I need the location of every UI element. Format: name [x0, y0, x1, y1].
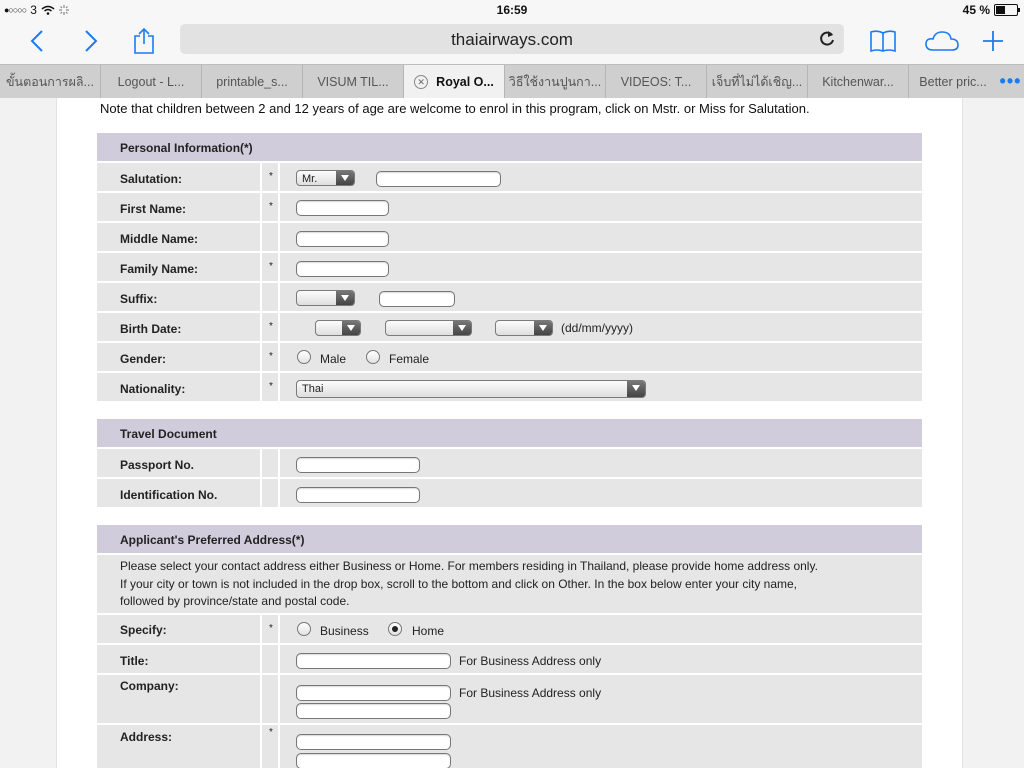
gender-male-label[interactable]: Male	[320, 352, 347, 366]
company-label: Company:	[120, 678, 179, 693]
book-icon	[869, 29, 897, 53]
chevron-down-icon	[627, 381, 645, 397]
tab-8[interactable]	[808, 65, 909, 98]
tab-label: printable_s...	[216, 74, 288, 89]
identification-row	[97, 479, 922, 509]
divider	[278, 675, 280, 723]
status-time: 16:59	[496, 3, 528, 17]
tab-5[interactable]	[505, 65, 606, 98]
tab-label: เจ็บที่ไม่ได้เชิญ...	[711, 74, 803, 89]
passport-row	[97, 449, 922, 479]
salutation-other-input[interactable]	[376, 171, 501, 187]
instruction-line: followed by province/state and postal code.	[120, 594, 350, 608]
divider	[278, 479, 280, 507]
gender-row	[97, 343, 922, 373]
family-name-label: Family Name:	[120, 262, 199, 276]
required-mark: *	[269, 201, 273, 212]
icloud-tabs-button[interactable]	[922, 24, 962, 58]
address-title-label: Title:	[120, 653, 149, 668]
tab-label: Better pric...	[919, 74, 987, 89]
business-only-hint: For Business Address only	[459, 685, 602, 700]
salutation-select[interactable]	[296, 170, 355, 186]
instruction-line: If your city or town is not included in the drop box, scroll to the bottom and click on Other. In the box below enter your city name,	[120, 576, 798, 591]
first-name-input[interactable]	[296, 200, 389, 216]
identification-label: Identification No.	[120, 488, 218, 502]
address-title-input[interactable]	[296, 653, 451, 669]
divider	[278, 223, 280, 251]
address-bar[interactable]	[180, 24, 844, 54]
family-name-input[interactable]	[296, 261, 389, 277]
passport-label: Passport No.	[120, 458, 195, 472]
divider	[278, 253, 280, 281]
travel-document-section	[97, 419, 922, 509]
gender-female-radio[interactable]	[366, 350, 380, 364]
divider	[278, 343, 280, 371]
battery-fill	[996, 6, 1005, 14]
gender-male-radio[interactable]	[297, 350, 311, 364]
bookmarks-button[interactable]	[866, 24, 900, 58]
divider	[278, 313, 280, 341]
birth-date-label: Birth Date:	[120, 322, 182, 336]
divider	[278, 163, 280, 191]
required-mark: *	[269, 622, 273, 634]
battery-percent: 45 %	[962, 3, 990, 17]
share-icon	[133, 27, 155, 55]
specify-business-radio[interactable]	[297, 622, 311, 636]
specify-home-radio[interactable]	[388, 622, 402, 636]
divider	[278, 193, 280, 221]
new-tab-button[interactable]	[976, 24, 1010, 58]
address-label: Address:	[120, 729, 173, 744]
plus-icon	[982, 30, 1004, 52]
instruction-line: Please select your contact address either Business or Home. For members residing in Thailand, please provide home address only.	[120, 559, 818, 573]
address-row	[97, 725, 922, 768]
section-title: Applicant's Preferred Address(*)	[97, 525, 922, 555]
tab-7[interactable]	[707, 65, 808, 98]
tab-label: วิธีใช้งานปูนกา...	[508, 74, 602, 89]
birth-day-select[interactable]	[315, 320, 361, 336]
gender-label: Gender:	[120, 352, 167, 366]
specify-business-label[interactable]: Business	[320, 623, 369, 638]
tab-label: Logout - L...	[117, 74, 185, 89]
divider	[278, 449, 280, 477]
chevron-down-icon	[453, 321, 471, 335]
selected-value: Thai	[302, 383, 324, 395]
gender-female-label[interactable]: Female	[389, 352, 430, 366]
preferred-address-section	[97, 525, 922, 768]
url-text: thaiairways.com	[451, 30, 573, 49]
suffix-label: Suffix:	[120, 292, 158, 306]
section-title: Personal Information(*)	[97, 133, 922, 163]
tab-label: Royal O...	[436, 74, 494, 89]
chevron-down-icon	[342, 321, 360, 335]
tab-label: VISUM TIL...	[317, 74, 389, 89]
forward-button[interactable]	[74, 24, 108, 58]
carrier-name: 3	[30, 3, 37, 17]
cloud-icon	[924, 30, 960, 52]
status-right	[963, 3, 1018, 17]
tab-3[interactable]	[303, 65, 404, 98]
divider	[278, 645, 280, 673]
required-mark: *	[269, 261, 273, 272]
section-title: Travel Document	[97, 419, 922, 449]
selected-value: Mr.	[302, 173, 318, 185]
address-instructions	[97, 555, 922, 615]
address-input-2[interactable]	[296, 753, 451, 768]
required-mark: *	[269, 726, 273, 738]
tab-label: VIDEOS: T...	[620, 74, 692, 89]
tab-label: ขั้นตอนการผลิ...	[6, 74, 94, 89]
divider	[278, 725, 280, 768]
chevron-left-icon	[30, 29, 44, 53]
birth-date-row	[97, 313, 922, 343]
chevron-down-icon	[336, 291, 354, 305]
date-format-hint: (dd/mm/yyyy)	[561, 321, 633, 335]
company-input-2[interactable]	[296, 703, 451, 719]
more-tabs-icon[interactable]: •••	[999, 71, 1022, 91]
tab-6[interactable]	[606, 65, 707, 98]
company-input-1[interactable]	[296, 685, 451, 701]
required-mark: *	[269, 381, 273, 392]
required-mark: *	[269, 351, 273, 362]
battery-icon	[994, 4, 1018, 16]
divider	[278, 615, 280, 643]
required-mark: *	[269, 321, 273, 332]
birth-month-select[interactable]	[385, 320, 472, 336]
company-row	[97, 675, 922, 725]
address-input-1[interactable]	[296, 734, 451, 750]
specify-label: Specify:	[120, 622, 167, 637]
tab-2[interactable]	[202, 65, 303, 98]
chevron-right-icon	[84, 29, 98, 53]
tab-0[interactable]	[0, 65, 101, 98]
suffix-row	[97, 283, 922, 313]
chevron-down-icon	[336, 171, 354, 185]
required-mark: *	[269, 171, 273, 182]
reload-icon	[816, 28, 838, 50]
enrol-note: Note that children between 2 and 12 years of age are welcome to enrol in this program, click on Mstr. or Miss for Salutation.	[100, 101, 810, 116]
business-only-hint: For Business Address only	[459, 653, 602, 668]
identification-input[interactable]	[296, 487, 420, 503]
back-button[interactable]	[20, 24, 54, 58]
tab-label: Kitchenwar...	[822, 74, 894, 89]
birth-year-select[interactable]	[495, 320, 553, 336]
salutation-label: Salutation:	[120, 172, 182, 186]
browser-toolbar	[0, 20, 1024, 64]
web-page	[0, 98, 1024, 768]
first-name-label: First Name:	[120, 202, 187, 216]
family-name-row	[97, 253, 922, 283]
status-bar	[0, 0, 1024, 20]
divider	[278, 283, 280, 311]
tab-1[interactable]	[101, 65, 202, 98]
middle-name-row	[97, 223, 922, 253]
tab-9[interactable]	[909, 65, 997, 98]
share-button[interactable]	[127, 24, 161, 58]
nationality-row	[97, 373, 922, 403]
chevron-down-icon	[534, 321, 552, 335]
close-tab-icon[interactable]: ✕	[414, 75, 428, 89]
suffix-select[interactable]	[296, 290, 355, 306]
passport-input[interactable]	[296, 457, 420, 473]
reload-button[interactable]	[816, 28, 838, 50]
middle-name-label: Middle Name:	[120, 232, 199, 246]
divider	[278, 373, 280, 401]
tab-bar	[0, 64, 1024, 99]
middle-name-input[interactable]	[296, 231, 389, 247]
nationality-select[interactable]	[296, 380, 646, 398]
personal-information-section	[97, 133, 922, 403]
address-title-row	[97, 645, 922, 675]
tab-4-active[interactable]	[404, 65, 505, 98]
specify-home-label[interactable]: Home	[412, 623, 445, 638]
signal-icon: ●○○○○	[4, 5, 27, 15]
salutation-row	[97, 163, 922, 193]
first-name-row	[97, 193, 922, 223]
specify-row	[97, 615, 922, 645]
suffix-other-input[interactable]	[379, 291, 455, 307]
nationality-label: Nationality:	[120, 382, 186, 396]
